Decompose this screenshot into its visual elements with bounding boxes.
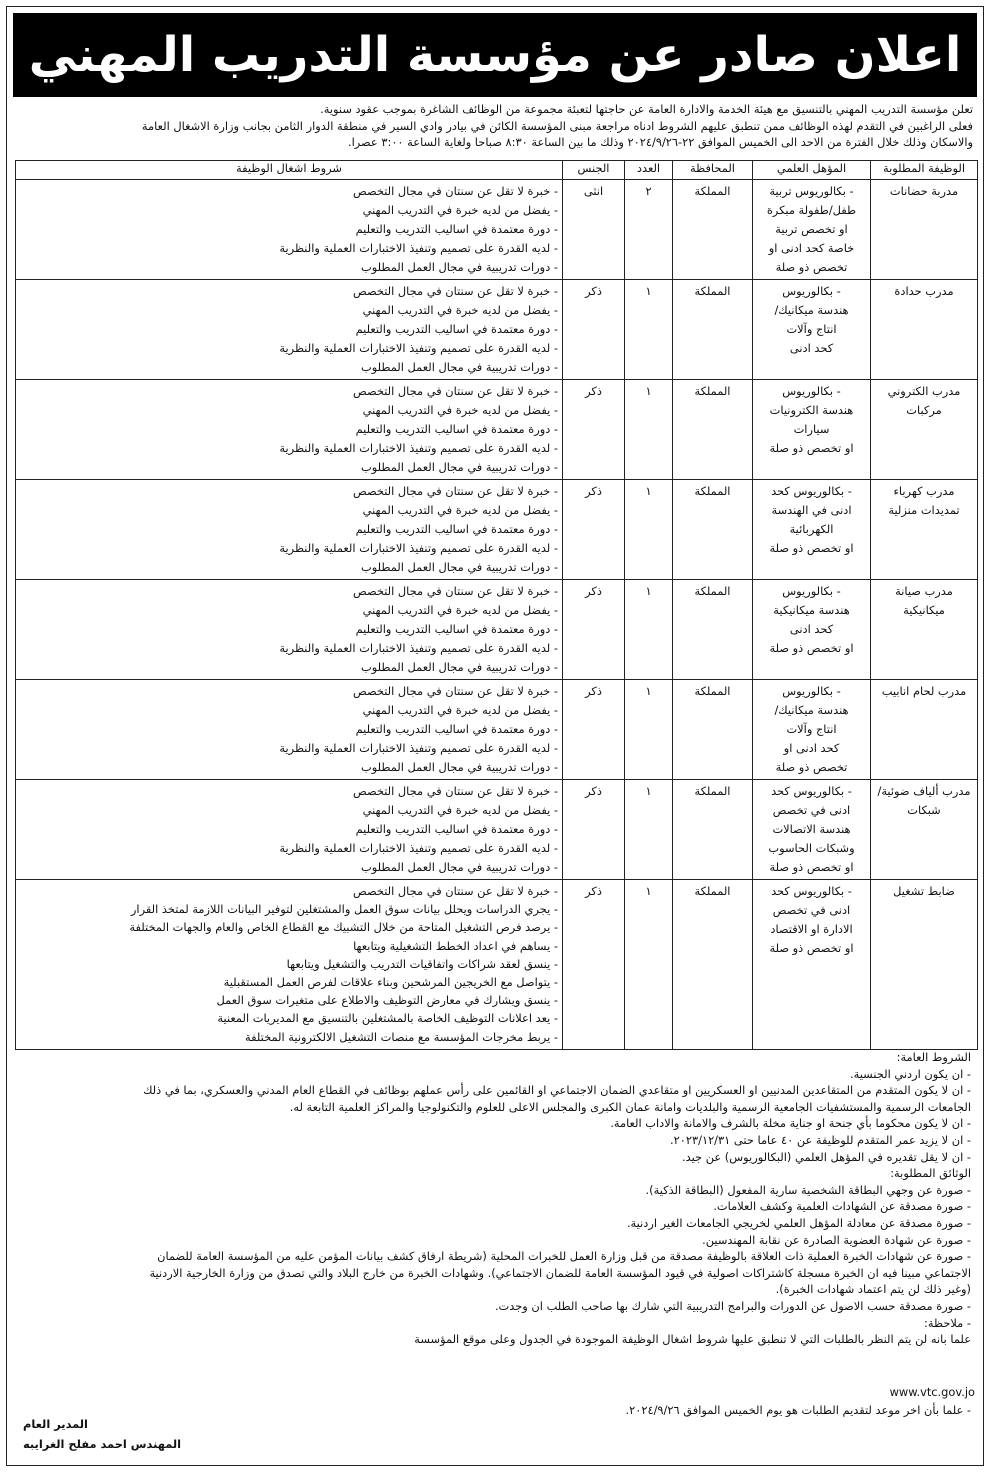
general-conditions	[17, 1049, 971, 1348]
conditions-cell	[16, 880, 563, 1050]
gender-cell: ذكر	[563, 680, 625, 780]
condition-line: - يفضل من لديه خبرة في التدريب المهني	[362, 603, 558, 617]
qualification-cell	[753, 280, 871, 380]
condition-line: - يفضل من لديه خبرة في التدريب المهني	[362, 303, 558, 317]
count-cell: ١	[625, 380, 673, 480]
qualification-line: كحد ادنى	[789, 341, 834, 355]
table-row	[16, 680, 978, 780]
count-cell: ١	[625, 880, 673, 1050]
general-line: - صورة مصدقة عن معادلة المؤهل العلمي لخريجي الجامعات الغير اردنية.	[626, 1215, 971, 1230]
condition-line: - دورات تدريبية في مجال العمل المطلوب	[360, 460, 558, 474]
col-header-conditions: شروط اشغال الوظيفة	[16, 161, 563, 180]
jobs-table	[15, 160, 978, 1050]
website-link[interactable]: www.vtc.gov.jo	[889, 1385, 975, 1399]
condition-line: - يفضل من لديه خبرة في التدريب المهني	[362, 703, 558, 717]
condition-line: - دورة معتمدة في اساليب التدريب والتعليم	[355, 622, 558, 636]
condition-line: - دورة معتمدة في اساليب التدريب والتعليم	[355, 322, 558, 336]
general-line: (وغير ذلك لن يتم اعتماد شهادات الخبرة).	[775, 1282, 971, 1297]
general-line: - صورة مصدقة عن الشهادات العلمية وكشف العلامات.	[713, 1199, 971, 1214]
conditions-cell	[16, 780, 563, 880]
conditions-cell	[16, 180, 563, 280]
condition-line: - خبرة لا تقل عن سنتان في مجال التخصص	[353, 584, 558, 598]
governorate-cell: المملكة	[673, 880, 753, 1050]
general-line: - صورة عن شهادات الخبرة العملية ذات العلاقة بالوظيفة مصدقة من قبل وزارة العمل للخبرات المحلية (شريطة ارفاق كشف بيانات المؤمن عليه من المؤسسة العامة للضمان	[157, 1249, 971, 1264]
count-cell: ١	[625, 580, 673, 680]
qualification-line: الكهربائية	[789, 522, 834, 536]
table-row	[16, 280, 978, 380]
qualification-line: خاصة كحد ادنى او	[768, 241, 855, 255]
conditions-cell	[16, 680, 563, 780]
qualification-line: طفل/طفولة مبكرة	[766, 203, 857, 217]
table-row	[16, 580, 978, 680]
condition-line: - ينسق لعقد شراكات واتفاقيات التدريب والتشغيل ويتابعها	[286, 956, 558, 971]
general-line: - ان لا يكون المتقدم من المتقاعدين المدنيين او العسكريين او متقاعدي الضمان الاجتماعي او القائمين على رأس عملهم بوظائف في القطاع العام المدني والعسكري، بما في ذلك	[143, 1083, 971, 1098]
general-line: - صورة مصدقة حسب الاصول عن الدورات والبرامج التدريبية التي شارك بها صاحب الطلب ان وجدت.	[494, 1298, 971, 1313]
condition-line: - خبرة لا تقل عن سنتان في مجال التخصص	[353, 484, 558, 498]
signature-role: المدير العام	[23, 1417, 88, 1431]
gender-cell: ذكر	[563, 380, 625, 480]
qualification-line: - بكالوريوس	[782, 684, 841, 698]
intro-line: تعلن مؤسسة التدريب المهني بالتنسيق مع هيئة الخدمة والادارة العامة عن حاجتها لتعبئة مجموعة من الوظائف الشاغرة بموجب عقود سنوية.	[320, 102, 973, 116]
condition-line: - خبرة لا تقل عن سنتان في مجال التخصص	[353, 284, 558, 298]
conditions-cell	[16, 480, 563, 580]
count-cell: ١	[625, 280, 673, 380]
general-line: - ملاحظة:	[924, 1315, 971, 1330]
qualification-line: - بكالوريوس	[782, 284, 841, 298]
condition-line: - دورات تدريبية في مجال العمل المطلوب	[360, 560, 558, 574]
conditions-cell	[16, 280, 563, 380]
qualification-cell	[753, 380, 871, 480]
general-line: - صورة عن وجهي البطاقة الشخصية سارية المفعول (البطاقة الذكية).	[645, 1182, 971, 1197]
general-line: الاجتماعي مبينا فيه ان الخبرة مسجلة كاشتراكات اصولية في قيود المؤسسة العامة للضمان الاجتماعي). وشهادات الخبرة من خارج البلاد والتي تصدق من وزارة الخارجية الاردنية	[149, 1265, 971, 1280]
count-cell: ١	[625, 680, 673, 780]
governorate-cell: المملكة	[673, 480, 753, 580]
job-title-cell: مدرب كهرباء تمديدات منزلية	[871, 480, 978, 580]
condition-line: - خبرة لا تقل عن سنتان في مجال التخصص	[353, 684, 558, 698]
gender-cell: ذكر	[563, 880, 625, 1050]
condition-line: - لديه القدرة على تصميم وتنفيذ الاختبارات العملية والنظرية	[279, 541, 558, 555]
gender-cell: ذكر	[563, 480, 625, 580]
gender-cell: ذكر	[563, 580, 625, 680]
page-title: اعلان صادر عن مؤسسة التدريب المهني	[13, 13, 977, 97]
condition-line: - لديه القدرة على تصميم وتنفيذ الاختبارات العملية والنظرية	[279, 441, 558, 455]
general-line: علما بانه لن يتم النظر بالطلبات التي لا تنطبق عليها شروط اشغال الوظيفة الموجودة في الجدول وعلى موقع المؤسسة	[414, 1332, 971, 1347]
qualification-line: او تخصص تربية	[775, 222, 848, 236]
qualification-line: هندسة ميكانيكية	[773, 603, 850, 617]
general-line: الشروط العامة:	[896, 1050, 971, 1064]
condition-line: - لديه القدرة على تصميم وتنفيذ الاختبارات العملية والنظرية	[279, 341, 558, 355]
qualification-cell	[753, 680, 871, 780]
condition-line: - يرصد فرص التشغيل المتاحة من خلال التشبيك مع القطاع الخاص والعام والجهات المختلفة	[129, 920, 558, 935]
qualification-line: سيارات	[793, 422, 830, 436]
condition-line: - يفضل من لديه خبرة في التدريب المهني	[362, 803, 558, 817]
condition-line: - دورة معتمدة في اساليب التدريب والتعليم	[355, 222, 558, 236]
qualification-line: كحد ادنى او	[783, 741, 840, 755]
condition-line: - دورات تدريبية في مجال العمل المطلوب	[360, 760, 558, 774]
condition-line: - يتواصل مع الخريجين المرشحين وبناء علاقات لفرص العمل المستقبلية	[223, 975, 558, 990]
intro-line: والاسكان وذلك خلال الفترة من الاحد الى الخميس الموافق ٢٢-٢٠٢٤/٩/٢٦ وذلك ما بين الساعة ٨:٣٠ صباحا ولغاية الساعة ٣:٠٠ عصرا.	[347, 135, 973, 149]
qualification-line: انتاج وآلات	[786, 722, 837, 736]
qualification-line: هندسة الاتصالات	[772, 822, 851, 836]
col-header-qualification: المؤهل العلمي	[753, 161, 871, 180]
condition-line: - يعد اعلانات التوظيف الخاصة بالمشتغلين بالتنسيق مع المديريات المعنية	[217, 1011, 558, 1026]
table-row	[16, 780, 978, 880]
count-cell: ٢	[625, 180, 673, 280]
qualification-line: او تخصص ذو صلة	[769, 941, 854, 955]
condition-line: - لديه القدرة على تصميم وتنفيذ الاختبارات العملية والنظرية	[279, 641, 558, 655]
qualification-line: هندسة الكترونيات	[769, 403, 854, 417]
qualification-cell	[753, 180, 871, 280]
table-row	[16, 380, 978, 480]
signature-block	[23, 1417, 223, 1457]
condition-line: - خبرة لا تقل عن سنتان في مجال التخصص	[353, 884, 558, 898]
condition-line: - دورات تدريبية في مجال العمل المطلوب	[360, 660, 558, 674]
condition-line: - دورة معتمدة في اساليب التدريب والتعليم	[355, 522, 558, 536]
qualification-line: - بكالوريوس كحد	[771, 884, 852, 898]
deadline-text: - علما بأن اخر موعد لتقديم الطلبات هو يوم الخميس الموافق ٢٠٢٤/٩/٢٦.	[625, 1403, 971, 1417]
job-title-cell: مدربة حضانات	[871, 180, 978, 280]
condition-line: - لديه القدرة على تصميم وتنفيذ الاختبارات العملية والنظرية	[279, 841, 558, 855]
condition-line: - خبرة لا تقل عن سنتان في مجال التخصص	[353, 384, 558, 398]
qualification-line: ادنى في تخصص	[772, 803, 851, 817]
gender-cell: ذكر	[563, 780, 625, 880]
jobs-table-body	[16, 180, 978, 1050]
col-header-gender: الجنس	[563, 161, 625, 180]
condition-line: - دورة معتمدة في اساليب التدريب والتعليم	[355, 722, 558, 736]
intro-paragraph	[17, 101, 973, 151]
signature-name: المهندس احمد مفلح الغرايبه	[23, 1437, 182, 1451]
qualification-line: كحد ادنى	[789, 622, 834, 636]
job-title-cell: مدرب صيانة ميكانيكية	[871, 580, 978, 680]
condition-line: - ينسق ويشارك في معارض التوظيف والاطلاع على متغيرات سوق العمل	[216, 993, 558, 1008]
qualification-line: - بكالوريوس كحد	[771, 484, 852, 498]
general-line: - ان لا يكون محكوما بأي جنحة او جناية مخلة بالشرف والامانة والاداب العامة.	[610, 1116, 971, 1131]
qualification-line: او تخصص ذو صلة	[769, 641, 854, 655]
qualification-line: تخصص ذو صلة	[775, 760, 848, 774]
general-line: - ان لا يقل تقديره في المؤهل العلمي (البكالوريوس) عن جيد.	[682, 1149, 971, 1164]
qualification-line: انتاج وآلات	[786, 322, 837, 336]
governorate-cell: المملكة	[673, 180, 753, 280]
governorate-cell: المملكة	[673, 680, 753, 780]
general-line: - ان يكون اردني الجنسية.	[850, 1066, 971, 1081]
qualification-line: تخصص ذو صلة	[775, 260, 848, 274]
governorate-cell: المملكة	[673, 380, 753, 480]
condition-line: - لديه القدرة على تصميم وتنفيذ الاختبارات العملية والنظرية	[279, 241, 558, 255]
job-title-cell: مدرب حدادة	[871, 280, 978, 380]
general-line: الوثائق المطلوبة:	[890, 1166, 971, 1181]
job-title-cell: مدرب لحام انابيب	[871, 680, 978, 780]
gender-cell: انثى	[563, 180, 625, 280]
governorate-cell: المملكة	[673, 580, 753, 680]
qualification-line: او تخصص ذو صلة	[769, 441, 854, 455]
table-row	[16, 480, 978, 580]
qualification-cell	[753, 580, 871, 680]
governorate-cell: المملكة	[673, 780, 753, 880]
col-header-job: الوظيفة المطلوبة	[871, 161, 978, 180]
qualification-cell	[753, 780, 871, 880]
qualification-line: وشبكات الحاسوب	[768, 841, 855, 855]
qualification-line: ادنى في تخصص	[772, 903, 851, 917]
qualification-cell	[753, 480, 871, 580]
intro-line: فعلى الراغبين في التقدم لهذه الوظائف ممن تنطبق عليهم الشروط ادناه مراجعة مبنى المؤسسة الكائن في بيادر وادي السير في منطقة الدوار الثامن بجانب وزارة الاشغال العامة	[141, 118, 973, 133]
condition-line: - يفضل من لديه خبرة في التدريب المهني	[362, 203, 558, 217]
condition-line: - خبرة لا تقل عن سنتان في مجال التخصص	[353, 784, 558, 798]
job-title-cell: مدرب ألياف ضوئية/شبكات	[871, 780, 978, 880]
col-header-governorate: المحافظة	[673, 161, 753, 180]
qualification-line: - بكالوريوس	[782, 384, 841, 398]
qualification-line: - بكالوريوس	[782, 584, 841, 598]
col-header-count: العدد	[625, 161, 673, 180]
gender-cell: ذكر	[563, 280, 625, 380]
qualification-line: هندسة ميكانيك/	[774, 303, 849, 317]
table-row	[16, 880, 978, 1050]
condition-line: - يساهم في اعداد الخطط التشغيلية ويتابعها	[353, 938, 558, 953]
condition-line: - دورات تدريبية في مجال العمل المطلوب	[360, 260, 558, 274]
qualification-line: هندسة ميكانيك/	[774, 703, 849, 717]
qualification-line: ادنى في الهندسة	[771, 503, 852, 517]
condition-line: - لديه القدرة على تصميم وتنفيذ الاختبارات العملية والنظرية	[279, 741, 558, 755]
condition-line: - يفضل من لديه خبرة في التدريب المهني	[362, 403, 558, 417]
condition-line: - دورة معتمدة في اساليب التدريب والتعليم	[355, 422, 558, 436]
job-title-cell: مدرب الكتروني مركبات	[871, 380, 978, 480]
governorate-cell: المملكة	[673, 280, 753, 380]
count-cell: ١	[625, 480, 673, 580]
qualification-line: او تخصص ذو صلة	[769, 541, 854, 555]
qualification-cell	[753, 880, 871, 1050]
condition-line: - يفضل من لديه خبرة في التدريب المهني	[362, 503, 558, 517]
qualification-line: - بكالوريوس كحد	[771, 784, 852, 798]
general-line: - صورة عن شهادة العضوية الصادرة عن نقابة المهندسين.	[702, 1232, 971, 1247]
conditions-cell	[16, 380, 563, 480]
general-line: - ان لا يزيد عمر المتقدم للوظيفة عن ٤٠ عاما حتى ٢٠٢٣/١٢/٣١.	[670, 1132, 971, 1147]
conditions-cell	[16, 580, 563, 680]
qualification-line: الادارة او الاقتصاد	[770, 922, 853, 936]
condition-line: - دورات تدريبية في مجال العمل المطلوب	[360, 360, 558, 374]
condition-line: - يربط مخرجات المؤسسة مع منصات التشغيل الالكترونية المختلفة	[245, 1029, 558, 1044]
table-row	[16, 180, 978, 280]
announcement-page	[6, 6, 984, 1466]
condition-line: - دورة معتمدة في اساليب التدريب والتعليم	[355, 822, 558, 836]
condition-line: - دورات تدريبية في مجال العمل المطلوب	[360, 860, 558, 874]
condition-line: - يجري الدراسات ويحلل بيانات سوق العمل والمشتغلين لتوفير البيانات اللازمة لمتخذ القرار	[130, 902, 558, 917]
condition-line: - خبرة لا تقل عن سنتان في مجال التخصص	[353, 184, 558, 198]
count-cell: ١	[625, 780, 673, 880]
job-title-cell: ضابط تشغيل	[871, 880, 978, 1050]
table-header-row	[16, 161, 978, 180]
general-line: الجامعات الرسمية والمستشفيات الجامعية الرسمية والبلديات وامانة عمان الكبرى والمجلس الاعلى للعلوم والتكنولوجيا والمراكز العلمية التابعة له.	[289, 1099, 971, 1114]
qualification-line: او تخصص ذو صلة	[769, 860, 854, 874]
qualification-line: - بكالوريوس تربية	[769, 184, 854, 198]
